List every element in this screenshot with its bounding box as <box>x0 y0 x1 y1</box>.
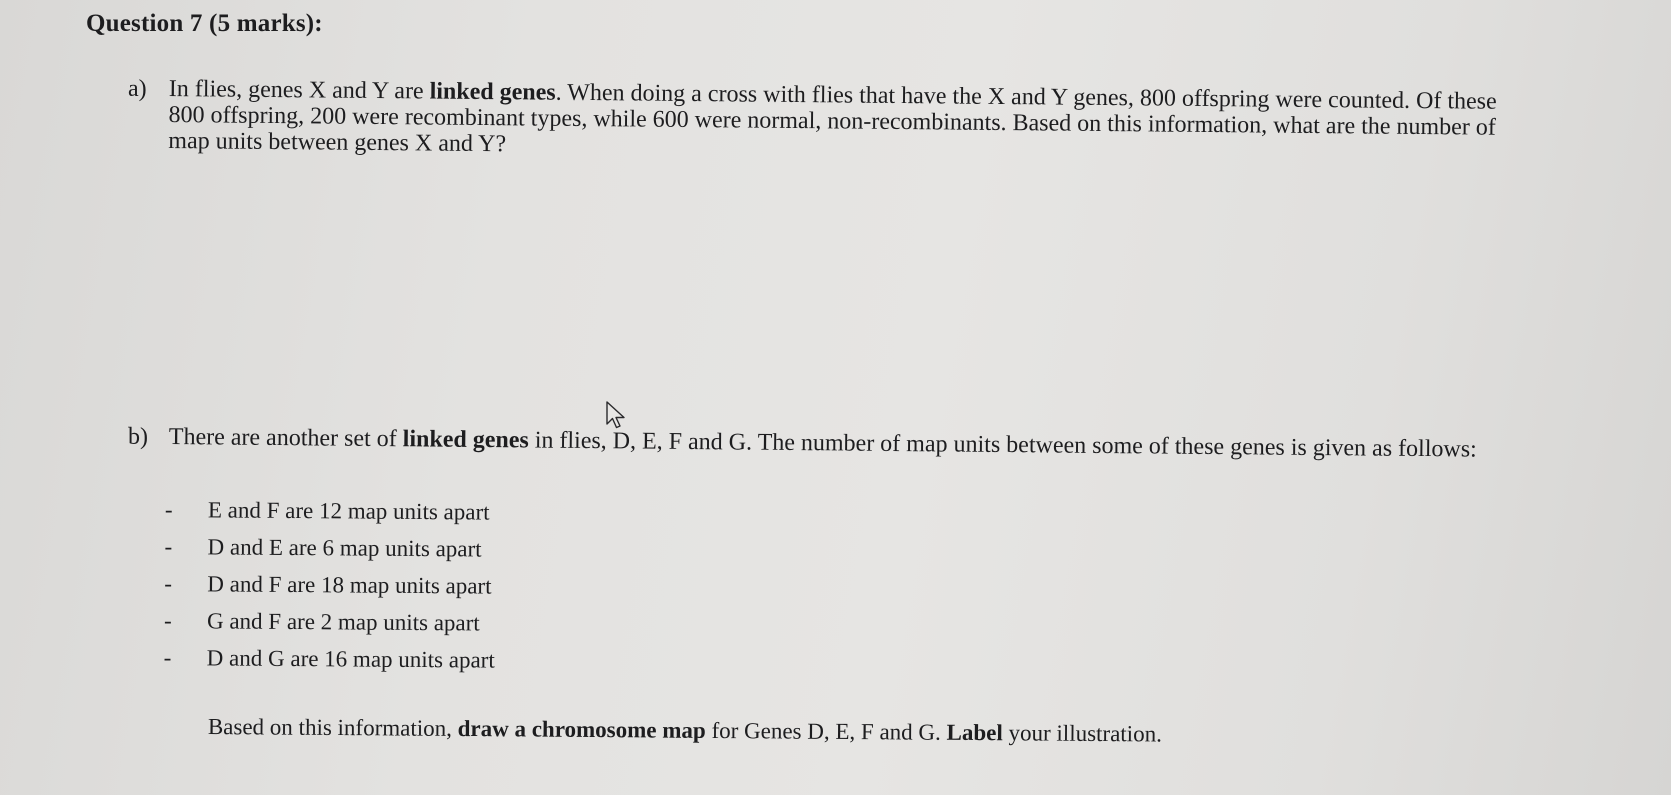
instruction-text-3: your illustration. <box>1002 720 1162 747</box>
part-b-text-1: There are another set of <box>168 424 403 453</box>
mouse-pointer-icon <box>605 400 627 430</box>
part-a-text-1: In flies, genes X and Y are <box>168 76 430 105</box>
bullet-dash: - <box>163 607 172 634</box>
part-b-instruction <box>208 714 1162 747</box>
bullet-dash: - <box>164 570 173 597</box>
instruction-bold-label: Label <box>946 719 1003 746</box>
instruction-bold-draw: draw a chromosome map <box>457 715 706 743</box>
part-a-label: a) <box>128 76 147 102</box>
list-item-text: D and G are 16 map units apart <box>206 645 495 673</box>
list-item-text: D and F are 18 map units apart <box>207 571 492 599</box>
part-b-text-2: in flies, D, E, F and G. The number of map units between some of these genes is given as follows: <box>528 427 1477 463</box>
bullet-dash: - <box>163 644 172 671</box>
bullet-dash: - <box>164 533 173 560</box>
instruction-text-2: for Genes D, E, F and G. <box>705 717 947 745</box>
part-a-text <box>168 76 1524 167</box>
bullet-dash: - <box>164 497 173 523</box>
part-a-bold-linked-genes: linked genes <box>429 78 556 106</box>
question-title: Question 7 (5 marks): <box>86 10 323 37</box>
map-distance-list <box>163 497 495 682</box>
part-b-label: b) <box>128 424 148 450</box>
instruction-text-1: Based on this information, <box>207 714 458 741</box>
list-item-text: G and F are 2 map units apart <box>206 608 480 636</box>
list-item-text: D and E are 6 map units apart <box>207 534 482 562</box>
list-item-text: E and F are 12 map units apart <box>207 497 490 525</box>
part-b-text <box>169 424 1599 464</box>
part-b-bold-linked-genes: linked genes <box>402 426 529 454</box>
part-a-text-2: . When doing a cross with flies that have the X and Y genes, 800 offspring were counted. Of these 800 offspring, 200 were recombinant types, while 600 were normal, non-recombinants. Based on this information, what are the number of map units between genes X and Y? <box>168 79 1497 158</box>
